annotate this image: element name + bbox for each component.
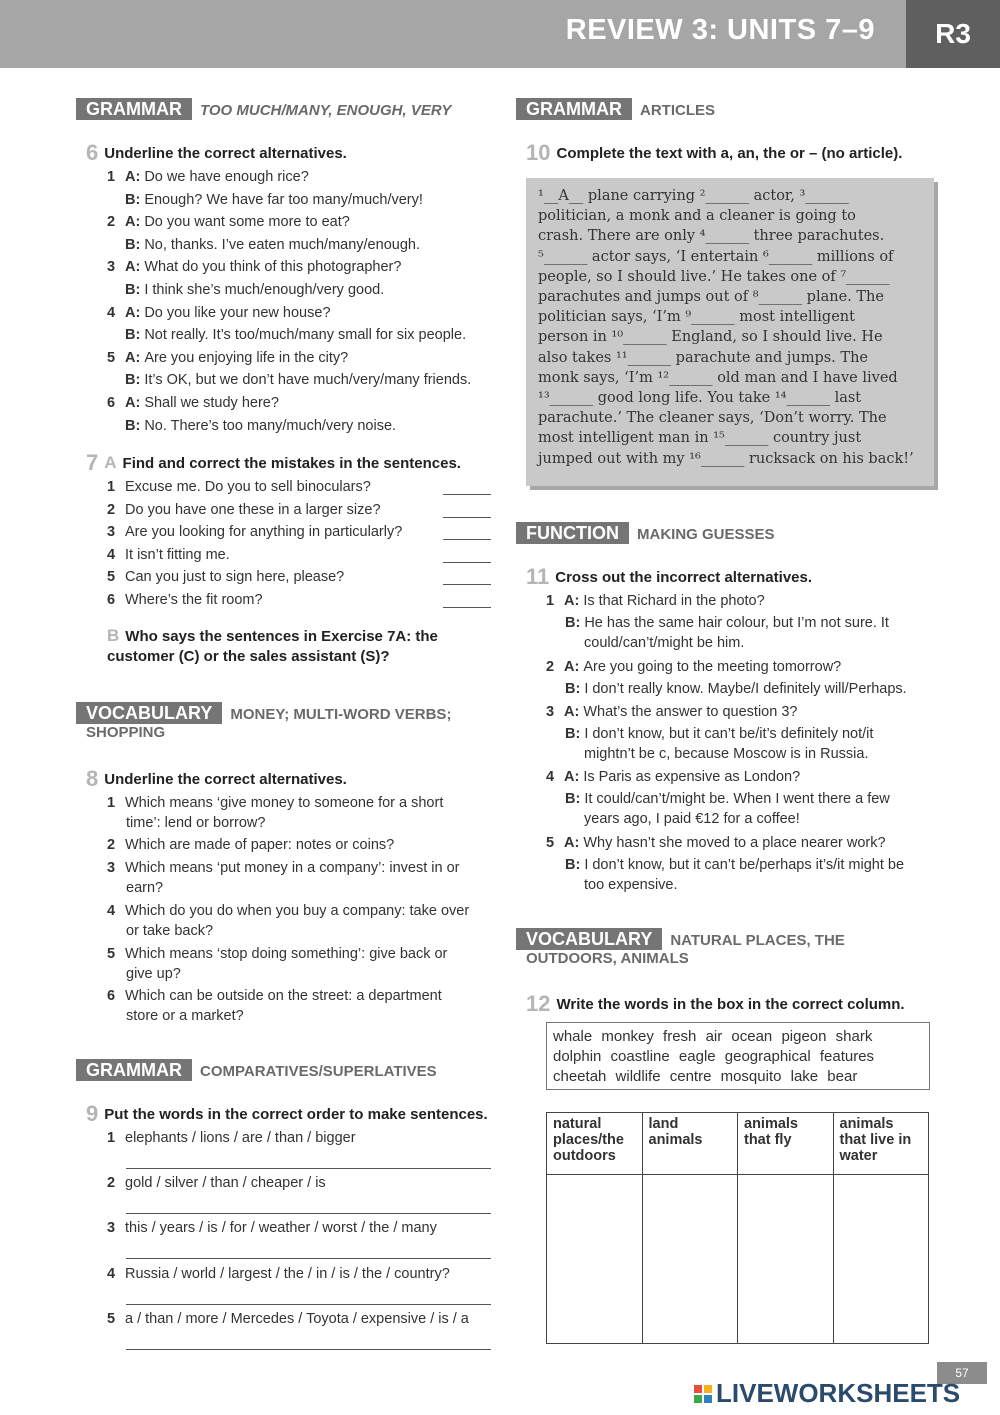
page-header-bar — [0, 0, 1000, 68]
column-header-land-animals: land animals — [642, 1113, 738, 1175]
word-box-line: dolphin coastline eagle geographical features — [553, 1048, 875, 1065]
item-number: 3 — [107, 524, 116, 541]
sentence-item — [107, 545, 230, 565]
text-line: politician, a monk and a cleaner is going to — [538, 208, 856, 225]
question-text: Which means ‘put money in a company’: invest in or — [125, 860, 460, 876]
dialogue-line-a — [107, 303, 331, 323]
question-text-line2: store or a market? — [126, 1008, 244, 1024]
dialogue-line-a — [546, 702, 797, 722]
speaker-label: A: — [125, 349, 141, 366]
reorder-words: elephants / lions / are / than / bigger — [125, 1130, 356, 1146]
dialogue-line-a — [546, 657, 841, 677]
dialogue-line-b-cont: years ago, I paid €12 for a coffee! — [584, 811, 800, 827]
item-number: 4 — [546, 769, 555, 785]
item-number: 5 — [107, 349, 116, 366]
item-number: 4 — [107, 1265, 116, 1282]
text-line: most intelligent man in ¹⁵______ country just — [538, 430, 862, 447]
column-header-animals-that-fly: animals that fly — [738, 1113, 834, 1175]
dialogue-line-a — [107, 212, 350, 232]
text-line: politician says, ‘I’m ⁹______ most intelligent — [538, 309, 855, 326]
dialogue-line-a — [107, 348, 348, 368]
exercise-12-heading — [526, 991, 905, 1017]
line-text: Not really. It’s too/much/many small for six people. — [144, 327, 467, 344]
answer-line[interactable] — [126, 1304, 491, 1305]
exercise-6-heading — [86, 140, 347, 166]
speaker-label: B: — [565, 681, 581, 697]
exercise-7b-heading-line2: customer (C) or the sales assistant (S)? — [107, 648, 390, 665]
section-grammar-too-much — [76, 98, 451, 121]
text-line: crash. There are only ⁴______ three parachutes. — [538, 228, 885, 245]
question-item — [107, 858, 459, 878]
dialogue-line-b — [565, 789, 890, 809]
item-number: 2 — [107, 214, 116, 231]
item-number: 1 — [107, 479, 116, 495]
sentence-text: Do you have one these in a larger size? — [125, 501, 381, 518]
sentence-item — [107, 522, 402, 542]
item-number: 4 — [107, 304, 116, 321]
word-box-line: cheetah wildlife centre mosquito lake bear — [553, 1068, 858, 1085]
answer-blank[interactable] — [443, 494, 491, 495]
question-text-line2: time’: lend or borrow? — [126, 815, 266, 831]
line-text: Why hasn’t she moved to a place nearer work? — [583, 835, 886, 851]
exercise-8-heading — [86, 766, 347, 792]
answer-line[interactable] — [126, 1168, 491, 1169]
section-tag: GRAMMAR — [76, 98, 192, 120]
line-text: No. There’s too many/much/very noise. — [144, 417, 397, 434]
exercise-instruction: Find and correct the mistakes in the sentences. — [122, 455, 461, 472]
line-text: Are you going to the meeting tomorrow? — [583, 659, 842, 675]
sentence-item — [107, 500, 381, 520]
exercise-number: 12 — [526, 991, 551, 1016]
line-text: I think she’s much/enough/very good. — [144, 282, 385, 298]
text-line: also takes ¹¹______ parachute and jumps. The — [538, 349, 868, 366]
section-tag: VOCABULARY — [76, 702, 222, 724]
exercise-instruction: Who says the sentences in Exercise 7A: the — [125, 628, 438, 645]
line-text: Shall we study here? — [144, 395, 279, 411]
speaker-label: A: — [125, 259, 141, 276]
text-line: person in ¹⁰______ England, so I should live. He — [538, 329, 883, 346]
section-tag: FUNCTION — [516, 522, 629, 544]
reorder-item — [107, 1173, 326, 1193]
question-item — [107, 835, 394, 855]
section-grammar-articles — [516, 98, 715, 121]
logo-text: LIVEWORKSHEETS — [716, 1378, 961, 1408]
speaker-label: A: — [125, 304, 141, 321]
exercise-number: 11 — [526, 564, 550, 589]
item-number: 1 — [107, 1130, 116, 1146]
exercise-number: 10 — [526, 140, 551, 165]
section-title: MAKING GUESSES — [637, 526, 775, 543]
answer-blank[interactable] — [443, 539, 491, 540]
item-number: 5 — [107, 1310, 116, 1327]
item-number: 3 — [107, 259, 116, 276]
exercise-instruction: Underline the correct alternatives. — [104, 771, 347, 788]
dialogue-line-b — [565, 724, 873, 744]
reorder-item — [107, 1264, 450, 1284]
speaker-label: B: — [565, 791, 581, 807]
exercise-instruction: Underline the correct alternatives. — [104, 145, 347, 162]
item-number: 5 — [107, 569, 116, 586]
text-line: ⁵______ actor says, ‘I entertain ⁶______ millions of — [538, 248, 894, 265]
dialogue-line-a — [107, 167, 309, 187]
line-text: What do you think of this photographer? — [144, 259, 402, 276]
item-number: 6 — [107, 988, 116, 1004]
item-number: 3 — [107, 860, 116, 876]
question-item — [107, 986, 442, 1006]
line-text: Do we have enough rice? — [144, 169, 309, 185]
answer-cell[interactable] — [642, 1175, 738, 1344]
speaker-label: A: — [125, 169, 141, 185]
question-text: Which do you do when you buy a company: take over — [125, 903, 470, 919]
category-table — [546, 1112, 929, 1344]
answer-cell[interactable] — [738, 1175, 834, 1344]
review-code: R3 — [906, 0, 1000, 68]
word-box-line: whale monkey fresh air ocean pigeon shark — [553, 1028, 873, 1045]
dialogue-line-a — [107, 393, 279, 413]
answer-blank[interactable] — [443, 607, 491, 608]
line-text: It’s OK, but we don’t have much/very/many friends. — [144, 372, 472, 389]
dialogue-line-b — [125, 280, 384, 300]
question-text: Which are made of paper: notes or coins? — [125, 837, 395, 853]
line-text: Is Paris as expensive as London? — [583, 769, 801, 785]
reorder-words: a / than / more / Mercedes / Toyota / expensive / is / a — [125, 1310, 469, 1327]
text-line: jumped out with my ¹⁶______ rucksack on his back!’ — [538, 450, 914, 467]
item-number: 5 — [546, 835, 555, 851]
dialogue-line-b — [125, 190, 423, 210]
text-line: people, so I should live.’ He takes one of ⁷______ — [538, 268, 890, 285]
exercise-instruction: Complete the text with a, an, the or – (no article). — [556, 145, 903, 162]
reorder-item — [107, 1309, 469, 1329]
sentence-text: Where’s the fit room? — [125, 592, 263, 608]
exercise-number: 9 — [86, 1101, 99, 1126]
exercise-10-text — [538, 186, 914, 469]
question-text: Which means ‘stop doing something’: give back or — [125, 946, 448, 962]
exercise-9-heading — [86, 1101, 488, 1127]
answer-blank[interactable] — [443, 517, 491, 518]
line-text: I don’t really know. Maybe/I definitely will/Perhaps. — [584, 681, 907, 697]
section-title: TOO MUCH/MANY, ENOUGH, VERY — [200, 102, 452, 119]
line-text: Do you want some more to eat? — [144, 214, 350, 231]
dialogue-line-a — [107, 257, 401, 277]
section-vocabulary-money — [76, 702, 451, 725]
speaker-label: B: — [125, 282, 141, 298]
question-text-line2: earn? — [126, 880, 164, 896]
reorder-item — [107, 1128, 356, 1148]
item-number: 4 — [107, 903, 116, 919]
sentence-text: Excuse me. Do you to sell binoculars? — [125, 479, 371, 495]
line-text: It could/can’t/might be. When I went there a few — [584, 791, 890, 807]
section-grammar-comparatives — [76, 1059, 437, 1082]
exercise-part: B — [107, 626, 120, 645]
line-text: He has the same hair colour, but I’m not sure. It — [584, 615, 889, 631]
dialogue-line-b-cont: could/can’t/might be him. — [584, 635, 745, 651]
reorder-words: this / years / is / for / weather / worst / the / many — [125, 1220, 437, 1237]
answer-cell[interactable] — [547, 1175, 643, 1344]
sentence-text: Are you looking for anything in particularly? — [125, 524, 403, 541]
page-number: 57 — [937, 1362, 987, 1384]
item-number: 1 — [107, 795, 116, 811]
section-title: NATURAL PLACES, THE — [670, 932, 845, 949]
speaker-label: A: — [564, 704, 580, 720]
text-line: ¹³______ good long life. You take ¹⁴______ last — [538, 390, 862, 407]
item-number: 3 — [107, 1220, 116, 1237]
exercise-part: A — [104, 453, 117, 472]
speaker-label: A: — [564, 593, 580, 609]
dialogue-line-b — [125, 325, 466, 345]
reorder-item — [107, 1218, 437, 1238]
section-title: MONEY; MULTI-WORD VERBS; — [230, 706, 452, 723]
exercise-instruction: Put the words in the correct order to make sentences. — [104, 1106, 488, 1123]
section-tag: VOCABULARY — [516, 928, 662, 950]
dialogue-line-a — [546, 591, 765, 611]
section-vocabulary-nature — [516, 928, 845, 951]
question-item — [107, 793, 443, 813]
text-line: parachutes and jumps out of ⁸______ plane. The — [538, 289, 884, 306]
dialogue-line-b — [125, 235, 420, 255]
item-number: 5 — [107, 946, 116, 962]
exercise-11-heading — [526, 564, 812, 590]
dialogue-line-b — [565, 855, 904, 875]
exercise-7-heading — [86, 450, 461, 476]
item-number: 6 — [107, 395, 116, 411]
answer-line[interactable] — [126, 1258, 491, 1259]
speaker-label: B: — [565, 726, 581, 742]
dialogue-line-b-cont: too expensive. — [584, 877, 678, 893]
item-number: 2 — [546, 659, 555, 675]
item-number: 1 — [546, 593, 555, 609]
question-item — [107, 901, 469, 921]
answer-blank[interactable] — [443, 562, 491, 563]
dialogue-line-b — [565, 679, 907, 699]
speaker-label: A: — [564, 835, 580, 851]
item-number: 1 — [107, 169, 116, 185]
dialogue-line-a — [546, 833, 886, 853]
sentence-item — [107, 477, 371, 497]
section-title-line2: OUTDOORS, ANIMALS — [526, 950, 689, 967]
speaker-label: B: — [565, 857, 581, 873]
exercise-number: 7 — [86, 450, 99, 475]
speaker-label: B: — [125, 417, 141, 434]
sentence-item — [107, 567, 344, 587]
dialogue-line-b — [125, 370, 471, 390]
section-tag: GRAMMAR — [76, 1059, 192, 1081]
section-function-guesses — [516, 522, 775, 545]
speaker-label: B: — [125, 236, 141, 253]
column-header-natural-places: natural places/the outdoors — [547, 1113, 643, 1175]
column-header-animals-in-water: animals that live in water — [833, 1113, 929, 1175]
logo-icon — [694, 1385, 712, 1403]
sentence-text: Can you just to sign here, please? — [125, 569, 345, 586]
speaker-label: B: — [125, 191, 141, 208]
line-text: Is that Richard in the photo? — [583, 593, 765, 609]
section-tag: GRAMMAR — [516, 98, 632, 120]
section-title-line2: SHOPPING — [86, 724, 166, 741]
exercise-instruction: Write the words in the box in the correct column. — [556, 996, 905, 1013]
dialogue-line-b — [125, 416, 396, 436]
speaker-label: A: — [125, 395, 141, 411]
exercise-7b-heading — [107, 626, 438, 646]
item-number: 2 — [107, 1175, 116, 1192]
speaker-label: B: — [125, 327, 141, 344]
answer-line[interactable] — [126, 1213, 491, 1214]
dialogue-line-a — [546, 767, 800, 787]
section-title: ARTICLES — [640, 102, 715, 119]
question-text-line2: or take back? — [126, 923, 214, 939]
answer-cell[interactable] — [833, 1175, 929, 1344]
item-number: 6 — [107, 592, 116, 608]
item-number: 2 — [107, 501, 116, 518]
word-box — [546, 1022, 930, 1090]
answer-line[interactable] — [126, 1349, 491, 1350]
text-line: ¹__A__ plane carrying ²______ actor, ³______ — [538, 188, 849, 204]
exercise-instruction: Cross out the incorrect alternatives. — [555, 569, 813, 586]
speaker-label: B: — [125, 372, 141, 389]
answer-blank[interactable] — [443, 584, 491, 585]
line-text: What’s the answer to question 3? — [583, 704, 798, 720]
line-text: No, thanks. I’ve eaten much/many/enough. — [144, 236, 420, 253]
reorder-words: gold / silver / than / cheaper / is — [125, 1175, 326, 1192]
reorder-words: Russia / world / largest / the / in / is / the / country? — [125, 1265, 450, 1282]
section-title: COMPARATIVES/SUPERLATIVES — [200, 1063, 437, 1080]
dialogue-line-b — [565, 613, 889, 633]
question-text: Which means ‘give money to someone for a short — [125, 795, 444, 811]
liveworksheets-logo — [694, 1378, 960, 1409]
exercise-number: 8 — [86, 766, 99, 791]
question-item — [107, 944, 447, 964]
exercise-10-text-box — [526, 178, 934, 486]
speaker-label: A: — [564, 659, 580, 675]
sentence-item — [107, 590, 263, 610]
exercise-10-heading — [526, 140, 902, 166]
speaker-label: B: — [565, 615, 581, 631]
speaker-label: A: — [564, 769, 580, 785]
line-text: I don’t know, but it can’t be/it’s definitely not/it — [584, 726, 874, 742]
dialogue-line-b-cont: mightn’t be c, because Moscow is in Russia. — [584, 746, 869, 762]
line-text: I don’t know, but it can’t be/perhaps it’s/it might be — [584, 857, 905, 873]
sentence-text: It isn’t fitting me. — [125, 546, 230, 563]
item-number: 4 — [107, 546, 116, 563]
question-text: Which can be outside on the street: a department — [125, 988, 442, 1004]
review-title: REVIEW 3: UNITS 7–9 — [565, 14, 875, 46]
line-text: Do you like your new house? — [144, 304, 331, 321]
text-line: monk says, ‘I’m ¹²______ old man and I have lived — [538, 369, 898, 386]
speaker-label: A: — [125, 214, 141, 231]
line-text: Are you enjoying life in the city? — [144, 349, 349, 366]
exercise-number: 6 — [86, 140, 99, 165]
item-number: 3 — [546, 704, 555, 720]
line-text: Enough? We have far too many/much/very! — [144, 191, 423, 208]
question-text-line2: give up? — [126, 966, 181, 982]
item-number: 2 — [107, 837, 116, 853]
text-line: parachute.’ The cleaner says, ‘Don’t worry. The — [538, 410, 887, 427]
